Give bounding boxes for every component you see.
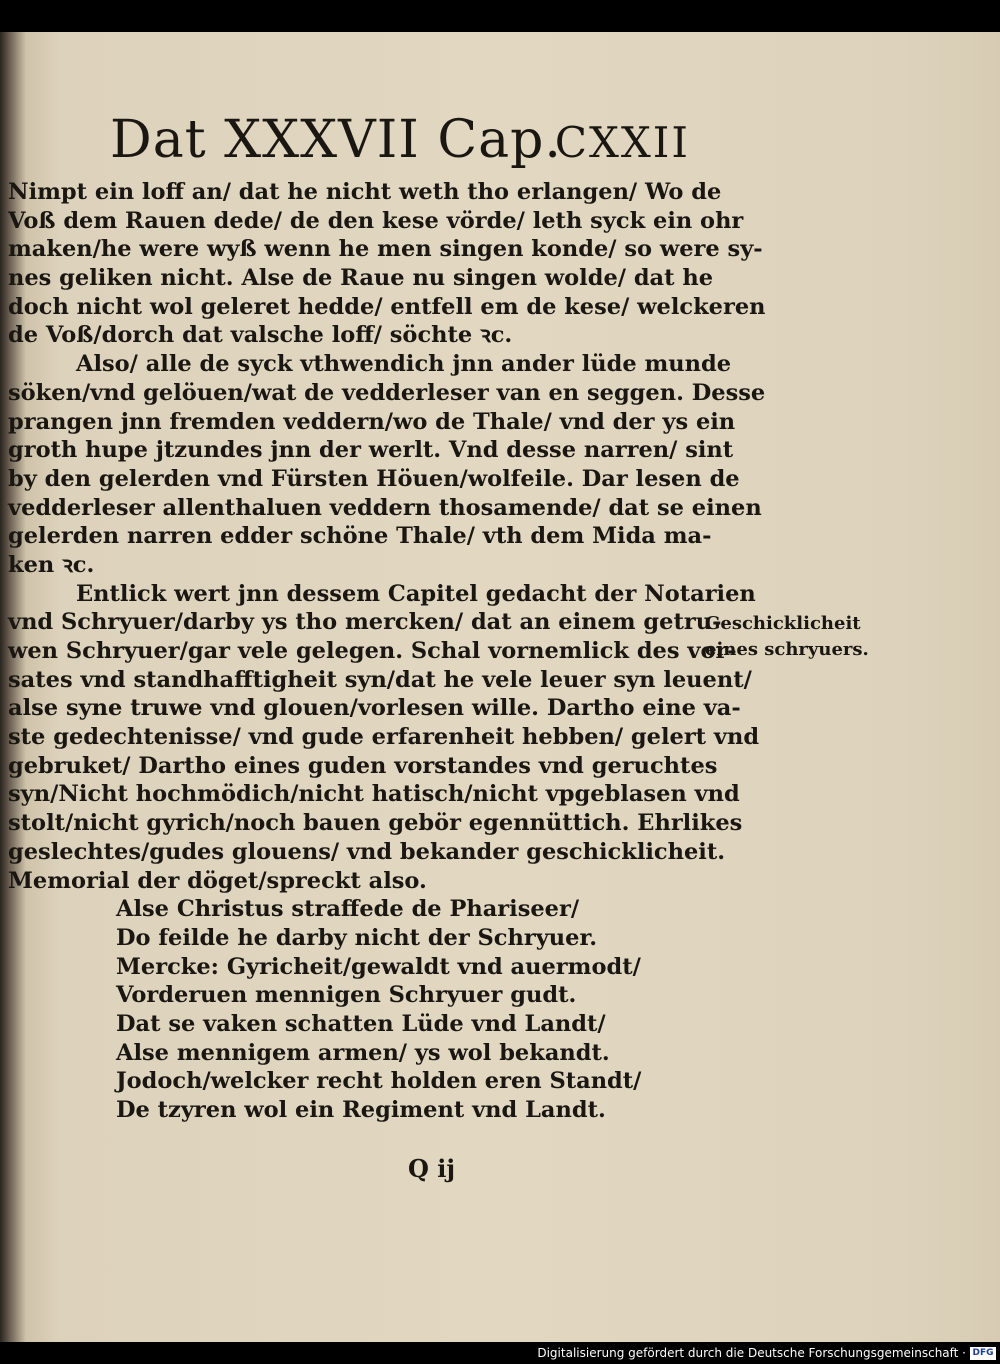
text-line: ken ꝛc. <box>8 551 95 578</box>
text-line: geslechtes/gudes glouens/ vnd bekander geschicklicheit. <box>8 838 726 865</box>
funding-notice: Digitalisierung gefördert durch die Deutsche Forschungsgemeinschaft · <box>537 1346 966 1360</box>
text-line: groth hupe jtzundes jnn der werlt. Vnd desse narren/ sint <box>8 437 734 464</box>
dfg-logo-icon: DFG <box>970 1347 996 1360</box>
text-line: nes geliken nicht. Alse de Raue nu singen wolde/ dat he <box>8 265 714 292</box>
verse-line: Vorderuen mennigen Schryuer gudt. <box>116 982 577 1009</box>
chapter-title: Dat XXXVII Cap. <box>110 110 562 170</box>
text-line: sates vnd standhafftigheit syn/dat he vele leuer syn leuent/ <box>8 666 752 693</box>
verse-line: Dat se vaken schatten Lüde vnd Landt/ <box>116 1010 606 1037</box>
text-line: Memorial der döget/spreckt also. <box>8 867 427 894</box>
folio-number: CXXII <box>554 118 690 167</box>
text-line: maken/he were wyß wenn he men singen konde/ so were sy- <box>8 236 763 263</box>
text-line: stolt/nicht gyrich/noch bauen gebör egennüttich. Ehrlikes <box>8 810 743 837</box>
text-line: vnd Schryuer/darby ys tho mercken/ dat an einem getru- <box>8 609 722 636</box>
text-line: ste gedechtenisse/ vnd gude erfarenheit hebben/ gelert vnd <box>8 724 760 751</box>
verse-line: Jodoch/welcker recht holden eren Standt/ <box>116 1068 642 1095</box>
text-line: Nimpt ein loff an/ dat he nicht weth tho erlangen/ Wo de <box>8 179 722 205</box>
verse-line: Alse mennigem armen/ ys wol bekandt. <box>116 1039 610 1066</box>
text-line: wen Schryuer/gar vele gelegen. Schal vornemlick des vor- <box>8 638 737 664</box>
verse-line: Mercke: Gyricheit/gewaldt vnd auermodt/ <box>116 953 641 980</box>
verse-line: De tzyren wol ein Regiment vnd Landt. <box>116 1097 606 1123</box>
text-line: de Voß/dorch dat valsche loff/ söchte ꝛc. <box>8 322 513 349</box>
text-line: Entlick wert jnn dessem Capitel gedacht der Notarien <box>76 580 756 607</box>
text-line: gebruket/ Dartho eines guden vorstandes vnd geruchtes <box>8 752 718 779</box>
page-header <box>110 110 690 176</box>
margin-note-line: eines schryuers. <box>705 639 869 660</box>
text-line: syn/Nicht hochmödich/nicht hatisch/nicht vpgeblasen vnd <box>8 781 740 808</box>
text-line: vedderleser allenthaluen veddern thosamende/ dat se einen <box>8 494 762 521</box>
main-text <box>8 178 766 1125</box>
text-line: Also/ alle de syck vthwendich jnn ander lüde munde <box>76 351 732 378</box>
text-line: gelerden narren edder schöne Thale/ vth dem Mida ma- <box>8 523 712 550</box>
verse-line: Do feilde he darby nicht der Schryuer. <box>116 924 598 951</box>
margin-note-line: Geschicklicheit <box>705 613 861 634</box>
text-line: söken/vnd gelöuen/wat de vedderleser van en seggen. Desse <box>8 379 766 406</box>
signature-mark: Q ij <box>408 1154 456 1183</box>
book-page <box>0 32 1000 1342</box>
text-line: alse syne truwe vnd glouen/vorlesen wille. Dartho eine va- <box>8 695 741 722</box>
margin-note <box>705 611 875 663</box>
footer-bar <box>0 1344 1000 1364</box>
text-line: doch nicht wol geleret hedde/ entfell em de kese/ welckeren <box>8 293 766 320</box>
verse-line: Alse Christus straffede de Phariseer/ <box>116 896 580 923</box>
text-line: prangen jnn fremden veddern/wo de Thale/ vnd der ys ein <box>8 408 736 435</box>
text-line: by den gelerden vnd Fürsten Höuen/wolfeile. Dar lesen de <box>8 465 740 492</box>
text-line: Voß dem Rauen dede/ de den kese vörde/ leth syck ein ohr <box>8 207 744 234</box>
